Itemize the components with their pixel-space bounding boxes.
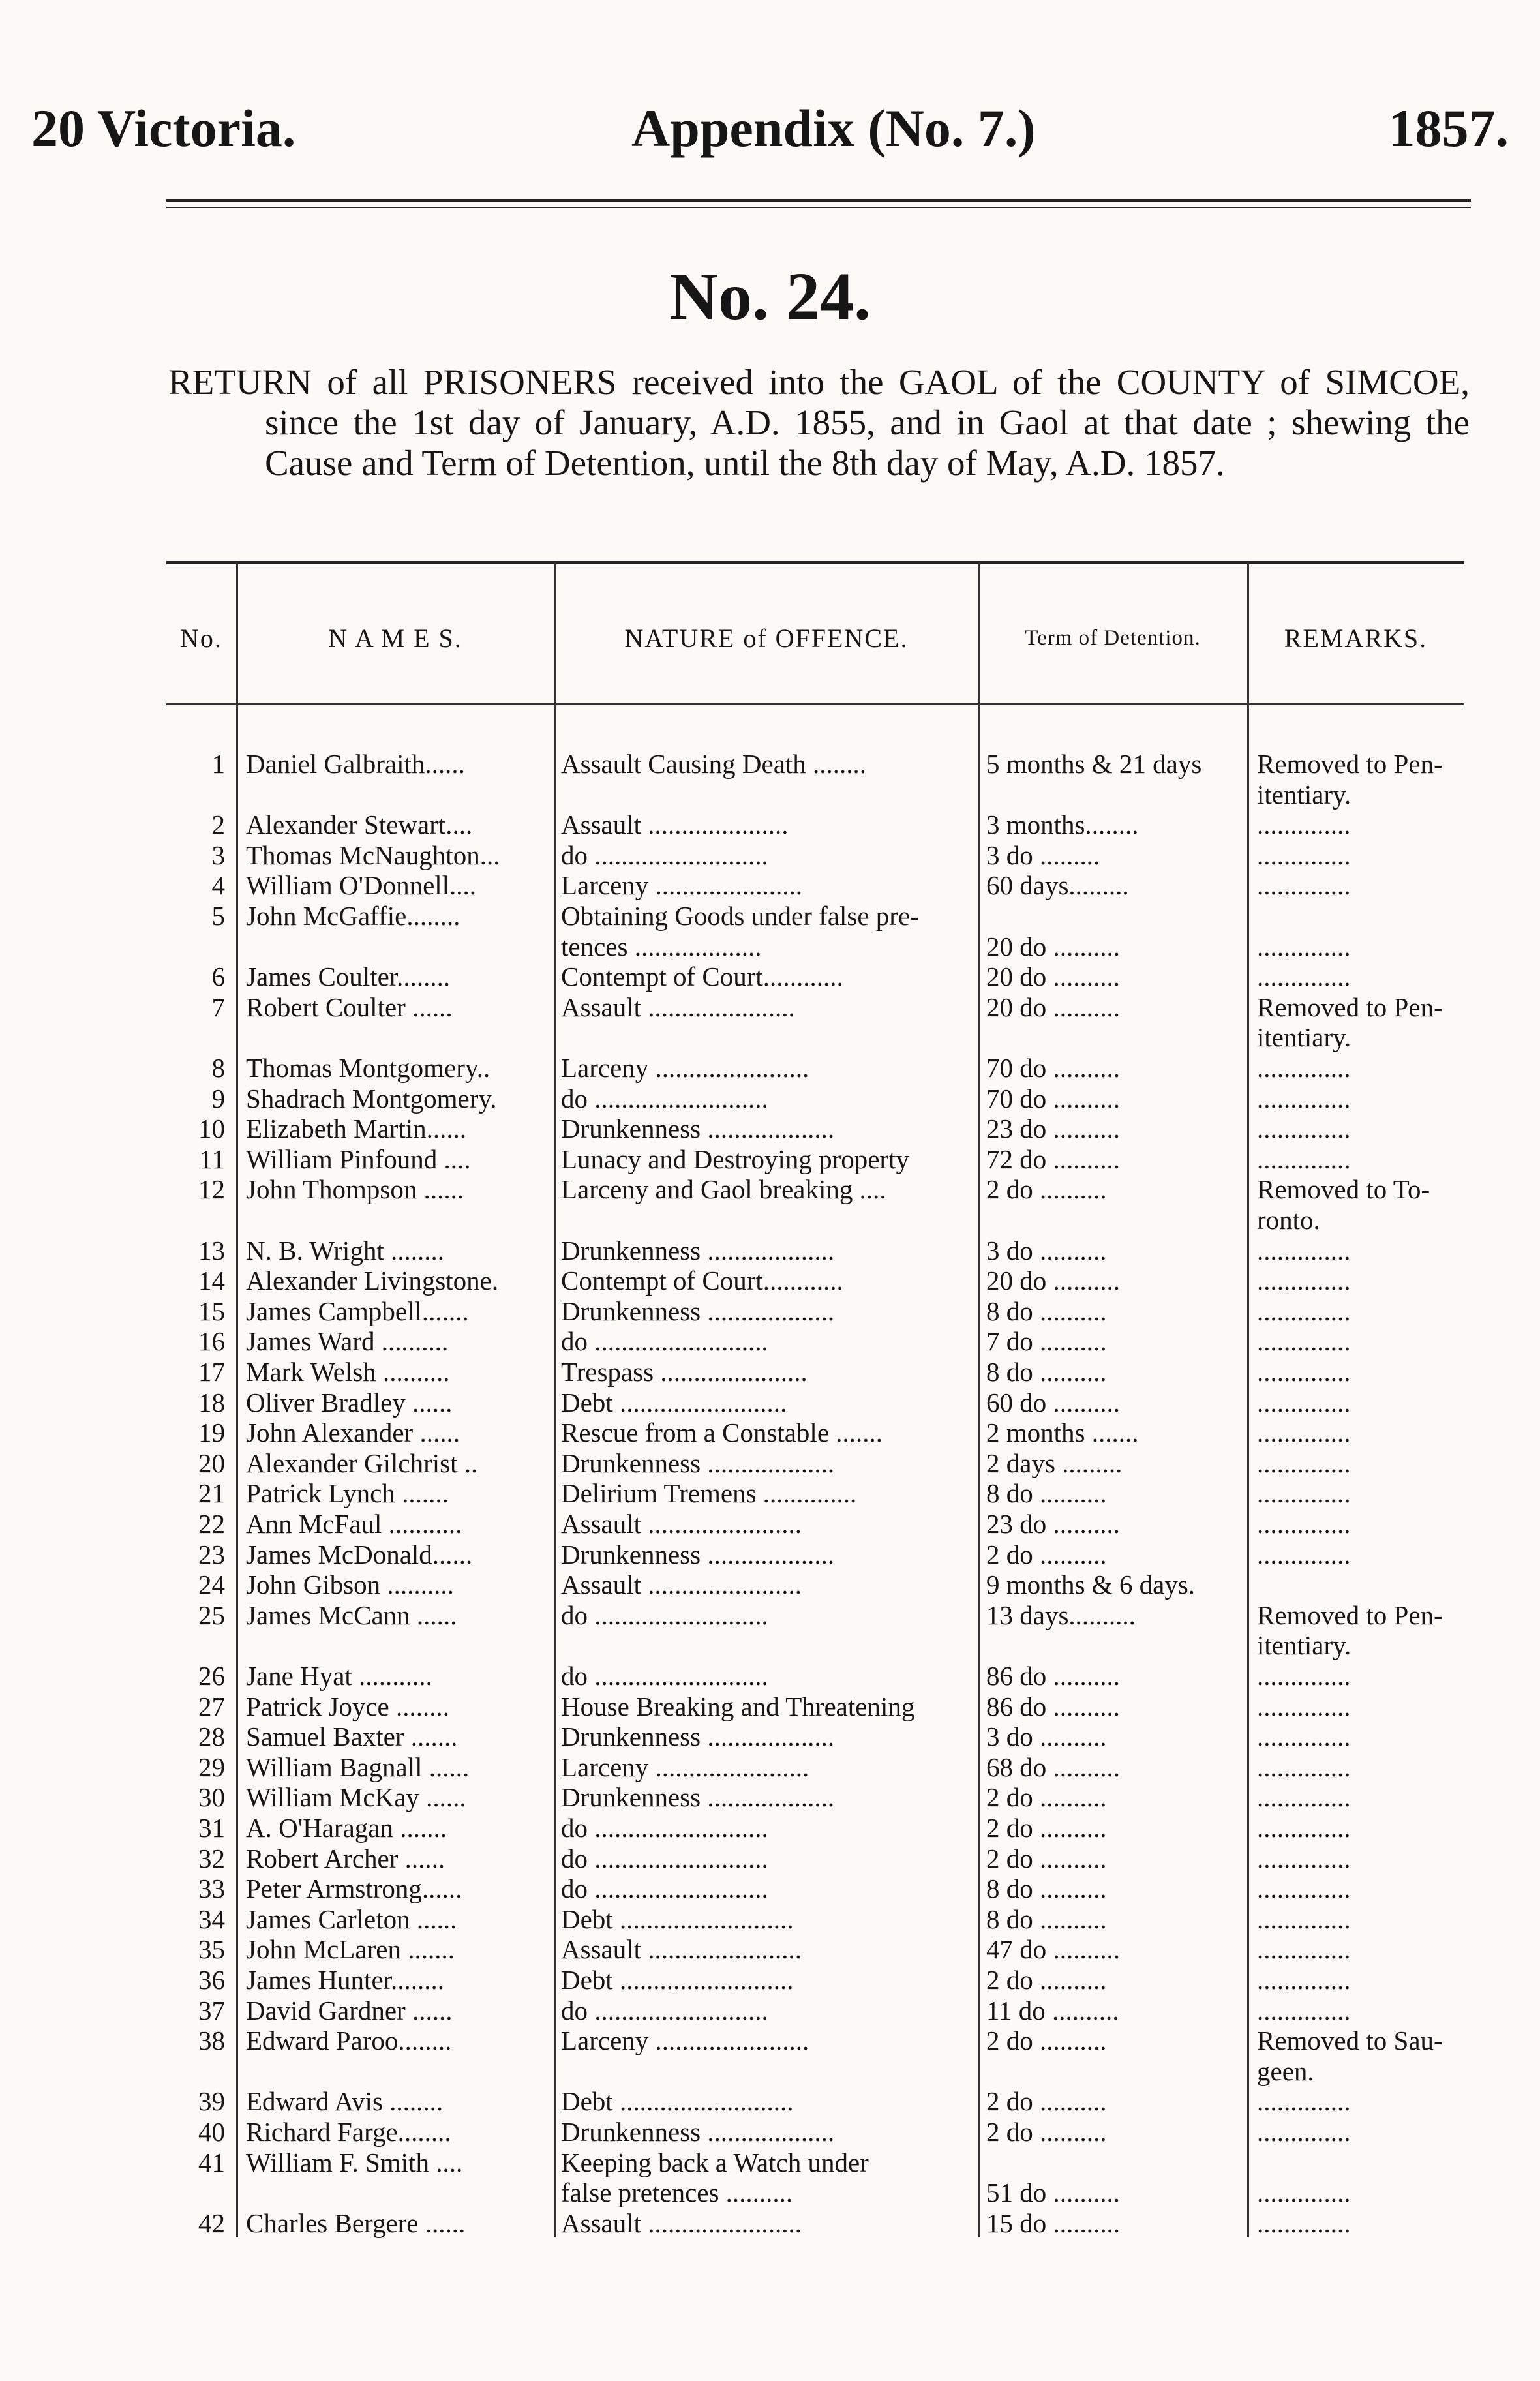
term-of-detention: 3 do .......... [986,1235,1107,1266]
offence: do .......................... [561,1661,768,1691]
offence: Debt .......................... [561,1903,794,1934]
remarks: Removed to Pen- [1257,1600,1443,1630]
prisoner-name: N. B. Wright ........ [246,1235,444,1266]
remarks: .............. [1257,931,1351,962]
row-number: 41 [198,2147,225,2177]
offence: Drunkenness ................... [561,1782,835,1813]
remarks: Removed to Pen- [1257,749,1443,779]
row-number: 12 [198,1174,225,1205]
term-of-detention: 2 do .......... [986,1813,1107,1843]
remarks: .............. [1257,1448,1351,1478]
remarks: .............. [1257,1965,1351,1995]
header-rule-top [166,199,1471,202]
table-row [166,1388,1464,1418]
table-row [166,2025,1464,2055]
offence: Assault ....................... [561,1934,802,1965]
row-number: 24 [198,1570,225,1600]
offence: Delirium Tremens .............. [561,1478,857,1509]
table-row [166,1114,1464,1144]
term-of-detention: 47 do .......... [986,1934,1120,1965]
term-of-detention: 2 do .......... [986,1539,1107,1570]
term-of-detention: 8 do .......... [986,1903,1107,1934]
row-number: 16 [198,1326,225,1357]
term-of-detention: 7 do .......... [986,1326,1107,1357]
header-appendix: Appendix (No. 7.) [631,99,1036,158]
offence: Drunkenness ................... [561,1448,835,1478]
term-of-detention: 68 do .......... [986,1752,1120,1782]
table-row [166,1904,1464,1934]
offence: Assault ....................... [561,1509,802,1539]
table-row [166,1174,1464,1204]
term-of-detention: 5 months & 21 days [986,749,1202,779]
prisoner-name: James Hunter........ [246,1965,445,1995]
row-number: 21 [198,1478,225,1509]
remarks: .............. [1257,2086,1351,2117]
table-row [166,1509,1464,1539]
table-row [166,1570,1464,1600]
prisoner-name: William O'Donnell.... [246,870,477,901]
row-number: 18 [198,1387,225,1418]
prisoner-name: James Campbell....... [246,1296,469,1326]
prisoner-name: Oliver Bradley ...... [246,1387,453,1418]
table-row [166,1813,1464,1843]
offence: Assault ...................... [561,992,795,1022]
table-row [166,1600,1464,1630]
row-number: 31 [198,1813,225,1843]
term-of-detention: 9 months & 6 days. [986,1570,1196,1600]
offence: do .......................... [561,1083,768,1114]
row-number: 17 [198,1357,225,1387]
row-number: 29 [198,1752,225,1782]
remarks: .............. [1257,1721,1351,1752]
term-of-detention: 3 do .......... [986,1721,1107,1752]
term-of-detention: 3 months........ [986,810,1139,840]
table-row [166,992,1464,1022]
term-of-detention: 8 do .......... [986,1296,1107,1326]
remarks: .............. [1257,1326,1351,1357]
term-of-detention: 2 do .......... [986,2086,1107,2117]
table-row [166,2177,1464,2207]
document-title: RETURN of all PRISONERS received into the GAOL of the COUNTY of SIMCOE, since the 1st day of January, A.D. 1855, and in Gaol at that date ; shewing the Cause and Term of Detention, until the 8th day of May, A.D. 1857. [168,362,1470,483]
prisoner-name: John McGaffie........ [246,901,460,931]
row-number: 25 [198,1600,225,1630]
term-of-detention: 20 do .......... [986,1266,1120,1296]
offence: Drunkenness ................... [561,1114,835,1144]
offence: Drunkenness ................... [561,1296,835,1326]
remarks: .............. [1257,1083,1351,1114]
term-of-detention: 11 do .......... [986,1995,1119,2025]
row-number: 30 [198,1782,225,1813]
row-number: 11 [199,1144,225,1174]
row-number: 6 [211,962,225,992]
offence: Larceny ....................... [561,1053,809,1083]
offence: do .......................... [561,1813,768,1843]
term-of-detention: 70 do .......... [986,1083,1120,1114]
table-row [166,780,1464,810]
table-row [166,870,1464,900]
prisoner-name: William Bagnall ...... [246,1752,470,1782]
remarks: .............. [1257,810,1351,840]
term-of-detention: 60 days......... [986,870,1129,901]
offence: Contempt of Court............ [561,962,843,992]
offence: do .......................... [561,1873,768,1904]
column-header-remarks: REMARKS. [1284,624,1428,653]
running-header [31,98,1509,157]
table-row [166,1478,1464,1508]
remarks: .............. [1257,2207,1351,2238]
row-number: 4 [211,870,225,901]
remarks: .............. [1257,870,1351,901]
remarks: .............. [1257,1418,1351,1448]
table-row [166,810,1464,840]
row-number: 38 [198,2025,225,2056]
term-of-detention: 3 do ......... [986,840,1100,870]
prisoner-name: Alexander Gilchrist .. [246,1448,478,1478]
term-of-detention: 23 do .......... [986,1114,1120,1144]
remarks: itentiary. [1257,779,1351,810]
term-of-detention: 86 do .......... [986,1661,1120,1691]
table-row [166,1630,1464,1660]
term-of-detention: 20 do .......... [986,962,1120,992]
column-header-names: N A M E S. [328,624,462,653]
table-row [166,962,1464,992]
row-number: 39 [198,2086,225,2117]
remarks: .............. [1257,1357,1351,1387]
offence: do .......................... [561,1600,768,1630]
term-of-detention: 86 do .......... [986,1691,1120,1721]
prisoner-name: James McCann ...... [246,1600,457,1630]
table-row [166,1022,1464,1052]
row-number: 33 [198,1873,225,1904]
prisoner-name: Thomas Montgomery.. [246,1053,491,1083]
table-row [166,901,1464,931]
table-row [166,1326,1464,1356]
term-of-detention: 51 do .......... [986,2177,1120,2208]
remarks: .............. [1257,1509,1351,1539]
remarks: Removed to Pen- [1257,992,1443,1022]
table-top-rule [166,561,1464,564]
prisoner-name: David Gardner ...... [246,1995,453,2025]
table-row [166,1782,1464,1812]
row-number: 19 [198,1418,225,1448]
remarks: geen. [1257,2055,1314,2086]
offence: Larceny ....................... [561,2025,809,2056]
remarks: .............. [1257,1752,1351,1782]
row-number: 22 [198,1509,225,1539]
header-year: 1857. [1388,99,1509,158]
term-of-detention: 2 do .......... [986,1174,1107,1205]
remarks: .............. [1257,1782,1351,1813]
prisoner-name: Peter Armstrong...... [246,1873,462,1904]
row-number: 14 [198,1266,225,1296]
row-number: 23 [198,1539,225,1570]
row-number: 37 [198,1995,225,2025]
term-of-detention: 20 do .......... [986,931,1120,962]
prisoner-name: Alexander Stewart.... [246,810,473,840]
offence: Debt .......................... [561,2086,794,2117]
term-of-detention: 2 do .......... [986,1965,1107,1995]
remarks: .............. [1257,1873,1351,1904]
offence: Drunkenness ................... [561,1235,835,1266]
row-number: 26 [198,1661,225,1691]
remarks: .............. [1257,840,1351,870]
header-rule-bottom [166,207,1471,208]
offence: Debt ......................... [561,1387,787,1418]
term-of-detention: 2 do .......... [986,2117,1107,2147]
remarks: .............. [1257,1995,1351,2025]
row-number: 5 [211,901,225,931]
offence: do .......................... [561,1326,768,1357]
offence: Larceny and Gaol breaking .... [561,1174,886,1205]
offence: do .......................... [561,840,768,870]
term-of-detention: 13 days.......... [986,1600,1136,1630]
table-row [166,1144,1464,1174]
offence: Drunkenness ................... [561,1721,835,1752]
table-row [166,749,1464,779]
offence: do .......................... [561,1843,768,1873]
term-of-detention: 2 months ....... [986,1418,1139,1448]
row-number: 34 [198,1903,225,1934]
term-of-detention: 8 do .......... [986,1478,1107,1509]
offence: Larceny ...................... [561,870,803,901]
term-of-detention: 60 do .......... [986,1387,1120,1418]
table-row [166,1296,1464,1326]
prisoner-name: Thomas McNaughton... [246,840,500,870]
table-row [166,2056,1464,2086]
prisoner-name: Alexander Livingstone. [246,1266,499,1296]
table-row [166,1539,1464,1570]
row-number: 35 [198,1934,225,1965]
row-number: 36 [198,1965,225,1995]
prisoner-name: James Ward .......... [246,1326,449,1357]
prisoner-name: James Coulter........ [246,962,451,992]
table-header-rule [166,703,1464,705]
offence: Keeping back a Watch under [561,2147,869,2177]
row-number: 40 [198,2117,225,2147]
row-number: 28 [198,1721,225,1752]
table-row [166,1934,1464,1964]
prisoner-name: Charles Bergere ...... [246,2207,466,2238]
table-row [166,1418,1464,1448]
term-of-detention: 20 do .......... [986,992,1120,1022]
prisoner-name: William McKay ...... [246,1782,466,1813]
table-row [166,1205,1464,1235]
offence: Drunkenness ................... [561,1539,835,1570]
row-number: 2 [211,810,225,840]
prisoner-name: Shadrach Montgomery. [246,1083,497,1114]
table-row [166,2208,1464,2238]
row-number: 15 [198,1296,225,1326]
table-row [166,1084,1464,1114]
offence: Assault Causing Death ........ [561,749,867,779]
offence: false pretences .......... [561,2177,793,2208]
prisoner-name: Edward Avis ........ [246,2086,444,2117]
term-of-detention: 70 do .......... [986,1053,1120,1083]
term-of-detention: 2 do .......... [986,2025,1107,2056]
remarks: .............. [1257,1478,1351,1509]
offence: Contempt of Court............ [561,1266,843,1296]
offence: tences ................... [561,931,762,962]
table-row [166,1965,1464,1995]
table-row [166,1843,1464,1873]
offence: Trespass ...................... [561,1357,808,1387]
remarks: .............. [1257,1843,1351,1873]
offence: Larceny ....................... [561,1752,809,1782]
remarks: .............. [1257,1144,1351,1174]
offence: House Breaking and Threatening [561,1691,915,1721]
remarks: itentiary. [1257,1022,1351,1053]
prisoner-name: John Gibson .......... [246,1570,454,1600]
row-number: 32 [198,1843,225,1873]
remarks: .............. [1257,1266,1351,1296]
header-session: 20 Victoria. [31,99,296,158]
row-number: 42 [198,2207,225,2238]
prisoner-name: A. O'Haragan ....... [246,1813,447,1843]
prisoner-name: Jane Hyat ........... [246,1661,432,1691]
prisoner-name: John McLaren ....... [246,1934,455,1965]
prisoner-name: William Pinfound .... [246,1144,471,1174]
table-row [166,2086,1464,2116]
prisoner-name: William F. Smith .... [246,2147,463,2177]
remarks: Removed to Sau- [1257,2025,1443,2056]
remarks: .............. [1257,1661,1351,1691]
remarks: .............. [1257,1387,1351,1418]
offence: Obtaining Goods under false pre- [561,901,919,931]
offence: Rescue from a Constable ....... [561,1418,883,1448]
prisoner-name: John Alexander ...... [246,1418,460,1448]
offence: Debt .......................... [561,1965,794,1995]
row-number: 10 [198,1114,225,1144]
table-row [166,1266,1464,1296]
table-row [166,1721,1464,1752]
prisoner-name: Ann McFaul ........... [246,1509,462,1539]
prisoner-name: Patrick Lynch ....... [246,1478,449,1509]
remarks: .............. [1257,1934,1351,1965]
remarks: .............. [1257,1053,1351,1083]
term-of-detention: 15 do .......... [986,2207,1120,2238]
row-number: 20 [198,1448,225,1478]
offence: Assault ..................... [561,810,789,840]
row-number: 1 [211,749,225,779]
row-number: 8 [211,1053,225,1083]
prisoner-name: Samuel Baxter ....... [246,1721,458,1752]
prisoner-name: Robert Coulter ...... [246,992,453,1022]
prisoner-name: James Carleton ...... [246,1903,457,1934]
column-header-term: Term of Detention. [1025,626,1201,650]
remarks: itentiary. [1257,1630,1351,1661]
table-row [166,840,1464,870]
table-row [166,1357,1464,1387]
offence: Assault ....................... [561,2207,802,2238]
term-of-detention: 2 do .......... [986,1782,1107,1813]
prisoner-name: Richard Farge........ [246,2117,451,2147]
remarks: .............. [1257,2177,1351,2208]
remarks: .............. [1257,1691,1351,1721]
remarks: .............. [1257,1813,1351,1843]
term-of-detention: 2 days ......... [986,1448,1123,1478]
prisoner-name: Elizabeth Martin...... [246,1114,467,1144]
term-of-detention: 8 do .......... [986,1357,1107,1387]
remarks: .............. [1257,1296,1351,1326]
remarks: .............. [1257,962,1351,992]
prisoner-name: Patrick Joyce ........ [246,1691,449,1721]
remarks: .............. [1257,1235,1351,1266]
prisoner-name: Edward Paroo........ [246,2025,452,2056]
table-row [166,1691,1464,1721]
prisoner-name: James McDonald...... [246,1539,473,1570]
remarks: Removed to To- [1257,1174,1430,1205]
prisoner-name: Mark Welsh .......... [246,1357,450,1387]
prisoner-name: John Thompson ...... [246,1174,464,1205]
offence: Drunkenness ................... [561,2117,835,2147]
remarks: .............. [1257,1114,1351,1144]
remarks: .............. [1257,2117,1351,2147]
document-number: No. 24. [669,259,871,334]
table-row [166,1236,1464,1266]
row-number: 13 [198,1235,225,1266]
table-row [166,1873,1464,1903]
offence: Lunacy and Destroying property [561,1144,909,1174]
prisoner-name: Robert Archer ...... [246,1843,445,1873]
column-header-no: No. [180,624,222,653]
remarks: .............. [1257,1539,1351,1570]
column-header-offence: NATURE of OFFENCE. [624,624,909,653]
offence: Assault ....................... [561,1570,802,1600]
table-row [166,2147,1464,2177]
term-of-detention: 23 do .......... [986,1509,1120,1539]
table-row [166,1448,1464,1478]
table-row [166,2117,1464,2147]
remarks: ronto. [1257,1205,1320,1235]
row-number: 9 [211,1083,225,1114]
term-of-detention: 72 do .......... [986,1144,1120,1174]
offence: do .......................... [561,1995,768,2025]
row-number: 27 [198,1691,225,1721]
table-row [166,1995,1464,2025]
table-row [166,1661,1464,1691]
remarks: .............. [1257,1903,1351,1934]
table-row [166,1053,1464,1083]
prisoner-name: Daniel Galbraith...... [246,749,465,779]
row-number: 7 [211,992,225,1022]
term-of-detention: 2 do .......... [986,1843,1107,1873]
table-row [166,1752,1464,1782]
table-row [166,932,1464,962]
term-of-detention: 8 do .......... [986,1873,1107,1904]
row-number: 3 [211,840,225,870]
